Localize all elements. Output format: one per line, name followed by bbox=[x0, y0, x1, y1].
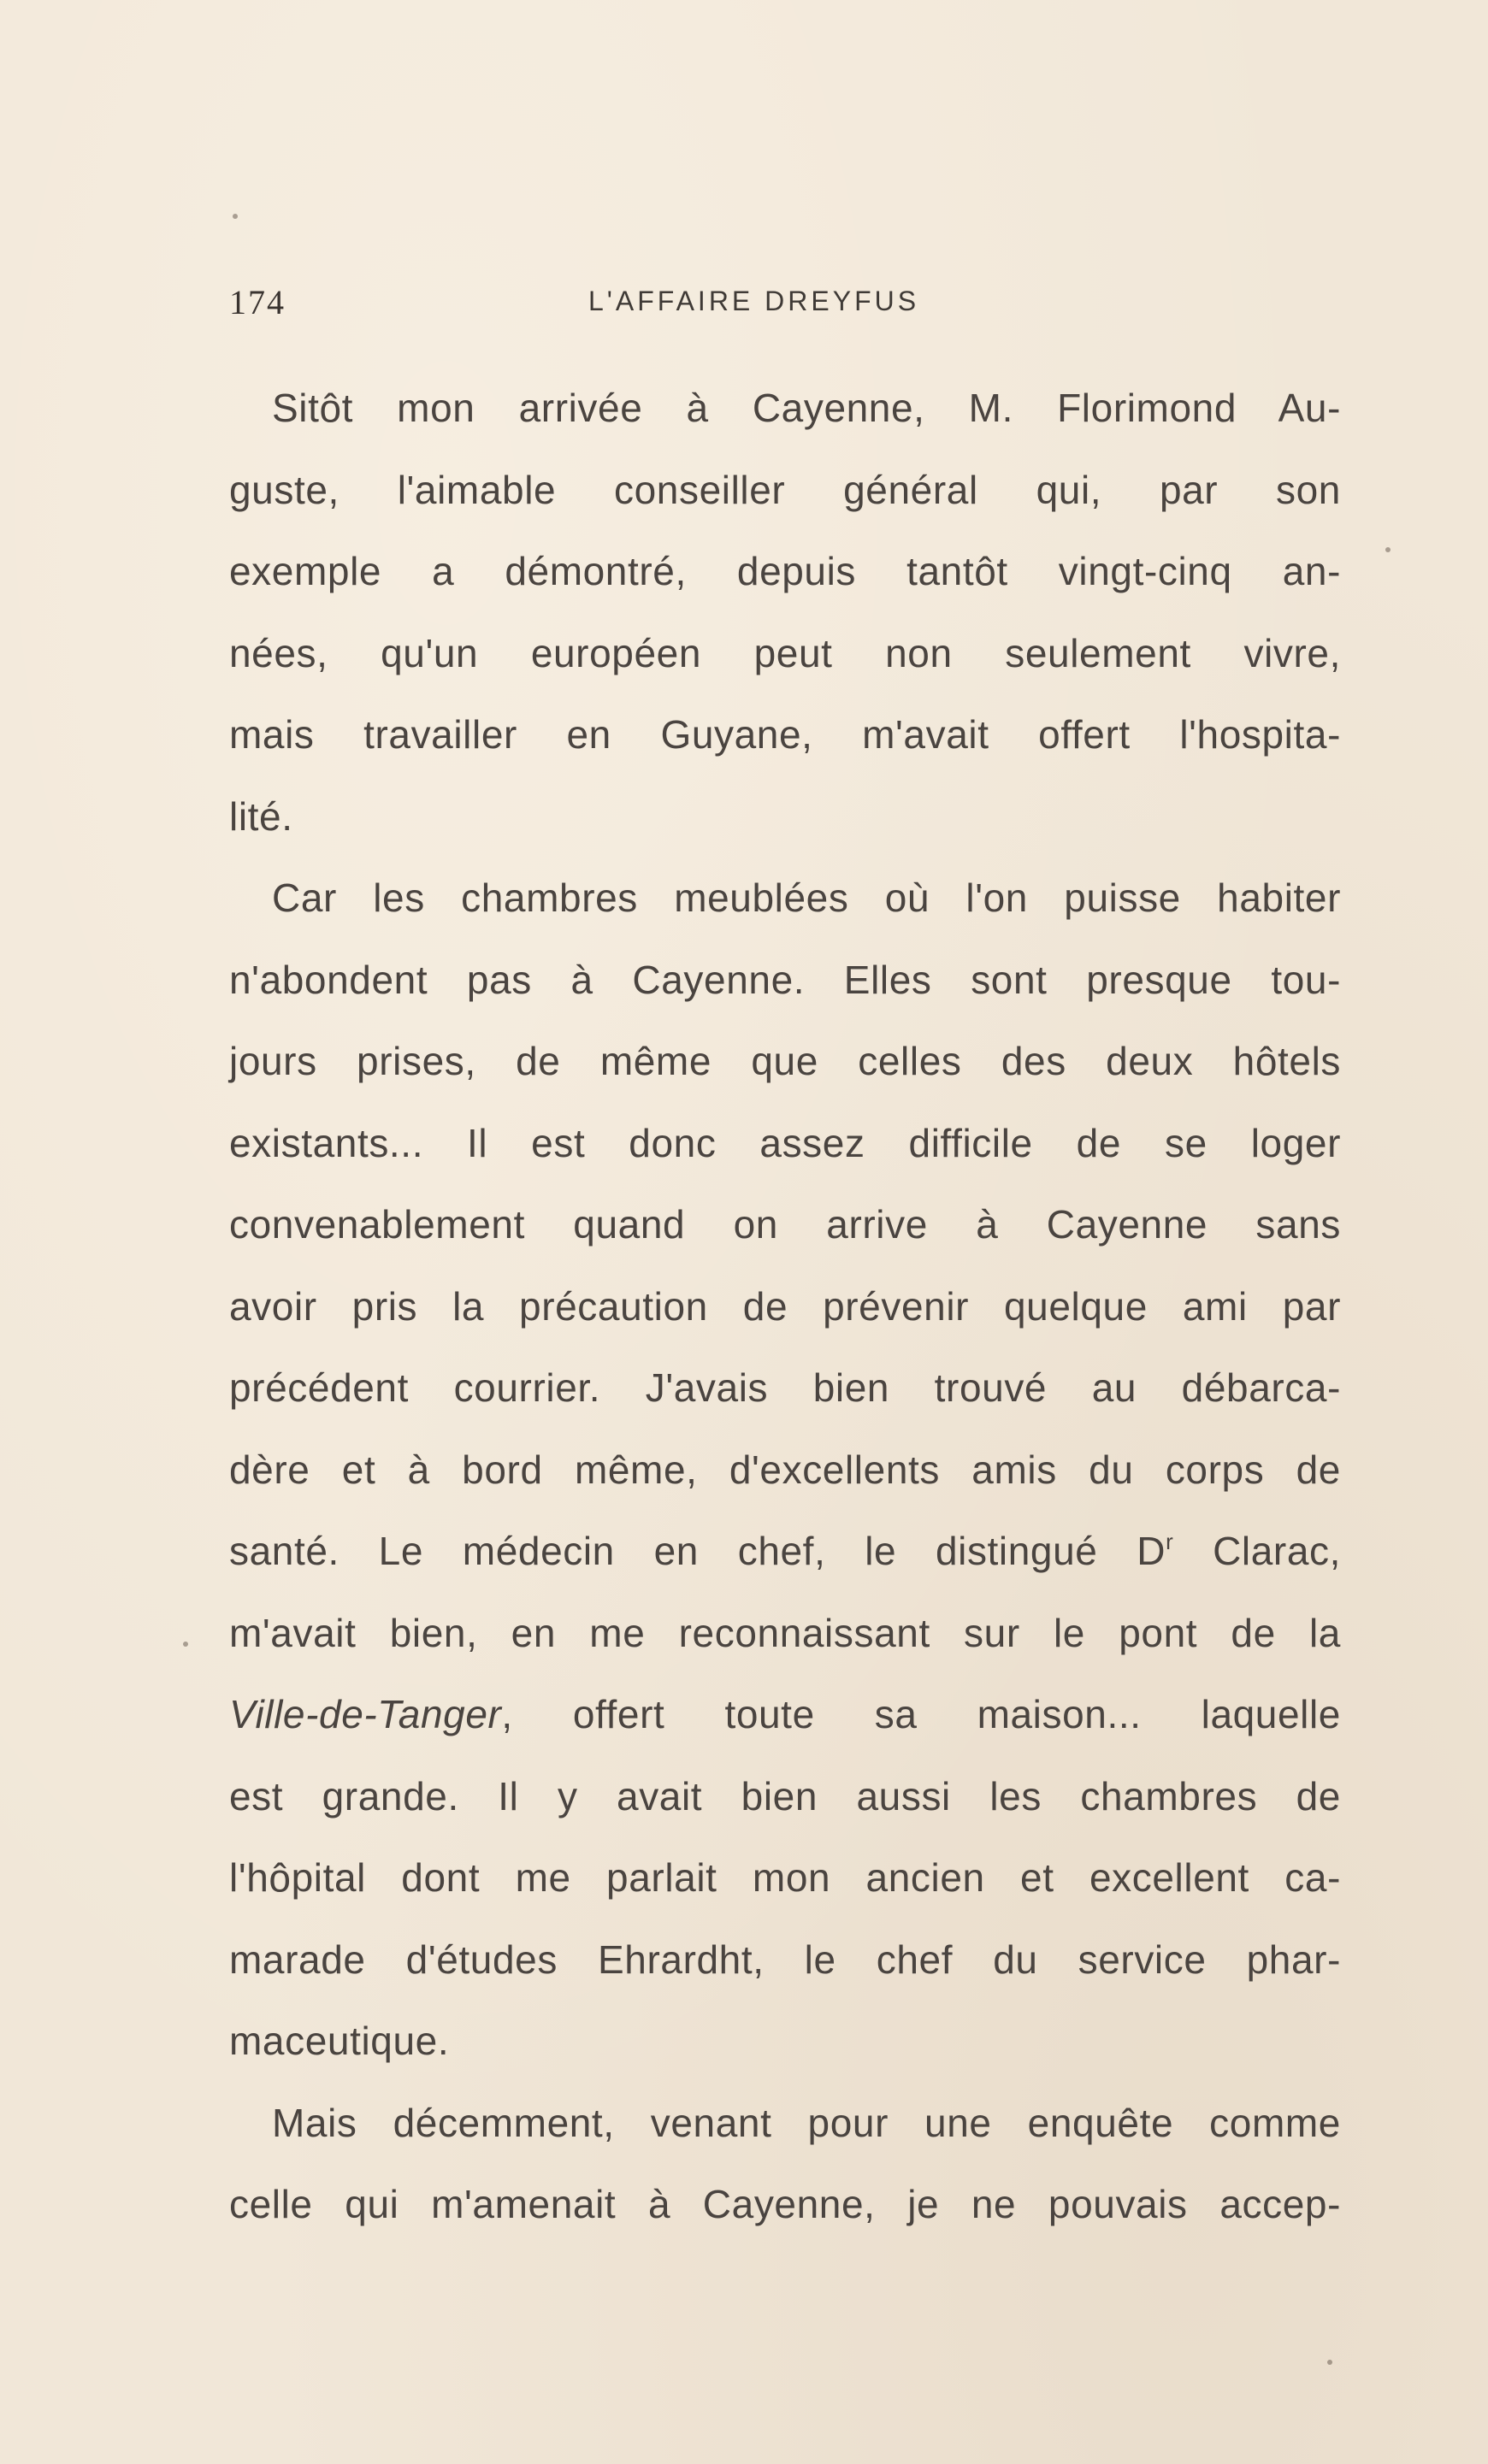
text-line: lité. bbox=[229, 793, 293, 839]
text-line-end: , offert toute sa maison... laquelle bbox=[501, 1692, 1341, 1736]
text-line: existants... Il est donc assez difficile de se loger bbox=[229, 1120, 1341, 1165]
text-line: m'avait bien, en me reconnaissant sur le pont de la bbox=[229, 1610, 1341, 1655]
text-line: n'abondent pas à Cayenne. Elles sont presque tou- bbox=[229, 957, 1341, 1002]
text-line: avoir pris la précaution de prévenir quelque ami par bbox=[229, 1283, 1341, 1329]
text-line: est grande. Il y avait bien aussi les chambres de bbox=[229, 1773, 1341, 1819]
text-line: convenablement quand on arrive à Cayenne sans bbox=[229, 1202, 1341, 1247]
paper-speck bbox=[183, 1642, 188, 1647]
text-line: maceutique. bbox=[229, 2019, 450, 2063]
text-line: dère et à bord même, d'excellents amis du corps de bbox=[229, 1447, 1341, 1492]
text-line: celle qui m'amenait à Cayenne, je ne pouvais accep- bbox=[229, 2182, 1341, 2226]
ship-name: Ville-de-Tanger bbox=[229, 1692, 502, 1736]
text-line: mais travailler en Guyane, m'avait offert l'hospita- bbox=[229, 712, 1341, 757]
text-line: guste, l'aimable conseiller général qui, par son bbox=[229, 467, 1341, 512]
text-line-end: Clarac, bbox=[1173, 1529, 1341, 1573]
body-text bbox=[229, 368, 1341, 2246]
paper-speck bbox=[1327, 2360, 1332, 2365]
text-line: précédent courrier. J'avais bien trouvé au débarca- bbox=[229, 1365, 1341, 1410]
text-line: Car les chambres meublées où l'on puisse habiter bbox=[272, 875, 1341, 920]
text-line-start: santé. Le médecin en chef, le distingué D bbox=[229, 1529, 1166, 1573]
text-line: Sitôt mon arrivée à Cayenne, M. Florimond Au- bbox=[272, 386, 1341, 430]
text-line bbox=[229, 1674, 1341, 1756]
text-line: nées, qu'un européen peut non seulement vivre, bbox=[229, 630, 1341, 675]
text-line bbox=[229, 1511, 1341, 1593]
paper-speck bbox=[1385, 547, 1391, 552]
running-title: L'AFFAIRE DREYFUS bbox=[588, 286, 920, 316]
text-line: jours prises, de même que celles des deux hôtels bbox=[229, 1039, 1341, 1083]
paper-speck bbox=[233, 214, 238, 219]
superscript: r bbox=[1166, 1529, 1174, 1554]
page-number: 174 bbox=[229, 283, 286, 321]
text-line: marade d'études Ehrardht, le chef du service phar- bbox=[229, 1936, 1341, 1982]
text-line: l'hôpital dont me parlait mon ancien et excellent ca- bbox=[229, 1855, 1341, 1900]
text-line: Mais décemment, venant pour une enquête comme bbox=[272, 2100, 1341, 2145]
page-header bbox=[229, 282, 1341, 333]
text-line: exemple a démontré, depuis tantôt vingt-cinq an- bbox=[229, 549, 1341, 593]
